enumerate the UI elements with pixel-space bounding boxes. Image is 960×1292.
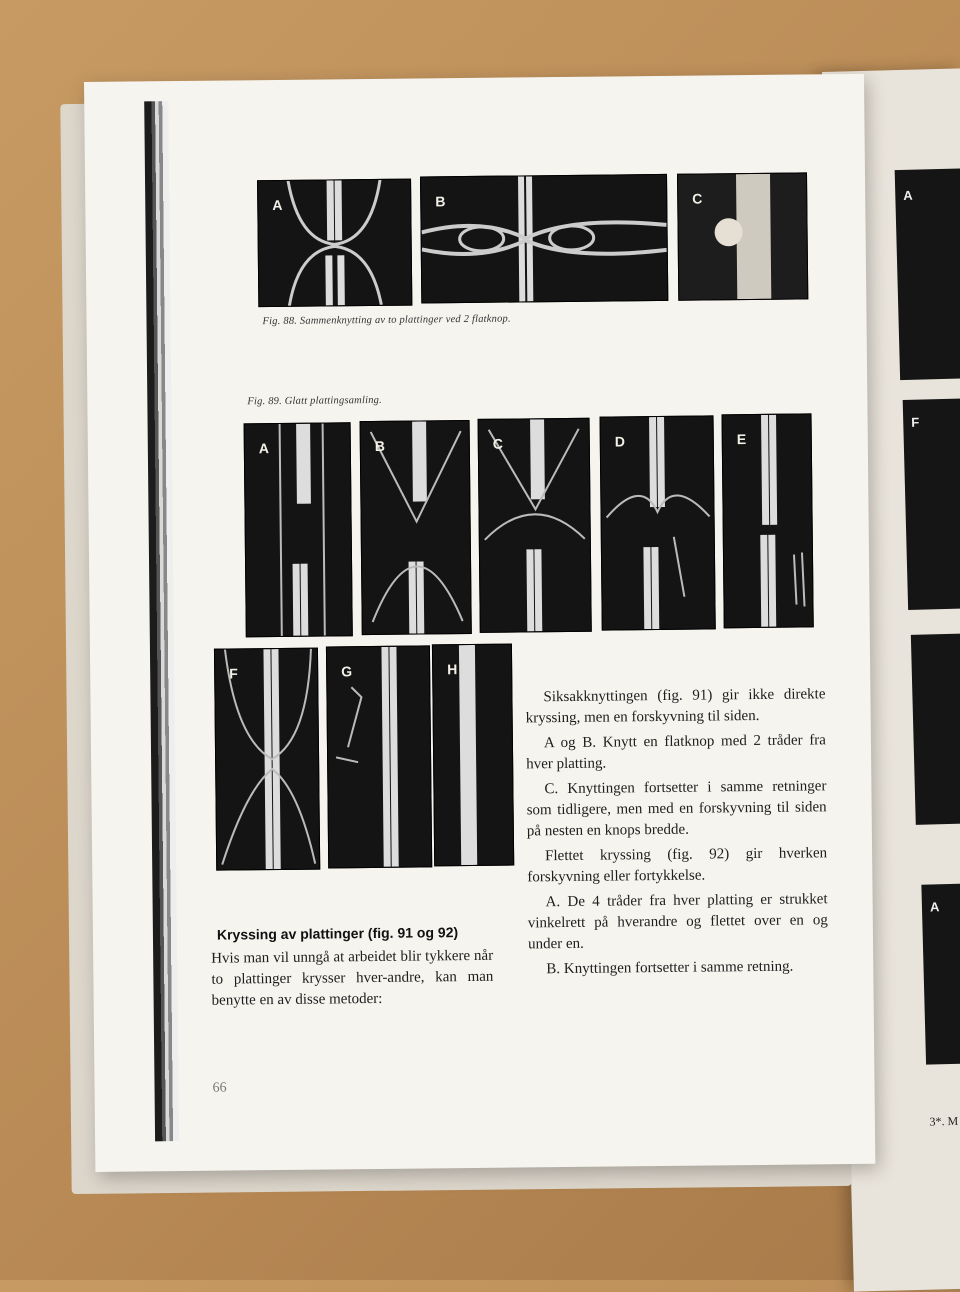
fig89-photo-b xyxy=(360,420,472,635)
right-page-photo-4 xyxy=(921,883,960,1065)
right-page-letter-1: A xyxy=(903,187,913,203)
paragraph-1: Siksakknyttingen (fig. 91) gir ikke direkte kryssing, men en forskyvning til siden. xyxy=(525,686,826,727)
paragraph-5: A. De 4 tråder fra hver platting er strukket vinkelrett på hverandre og flettet over en og under en. xyxy=(527,891,828,953)
fig89-photo-h xyxy=(432,644,514,867)
fig89-letter-c: C xyxy=(492,435,504,452)
fig88-letter-c: C xyxy=(692,190,703,207)
fig89-letter-d: D xyxy=(614,433,626,450)
fig88-photo-b xyxy=(420,174,668,304)
paragraph-2: A og B. Knytt en flatknop med 2 tråder fra hver platting. xyxy=(526,732,827,773)
fig88-letter-b: B xyxy=(435,193,446,210)
page-gutter xyxy=(144,101,179,1141)
right-column-text xyxy=(525,684,828,984)
fig88-caption: Fig. 88. Sammenknytting av to plattinger ved 2 flatknop. xyxy=(262,313,511,328)
paragraph-6: B. Knyttingen fortsetter i samme retning. xyxy=(546,958,794,978)
fig89-photo-f xyxy=(214,648,320,871)
rope-knot-image xyxy=(433,645,513,866)
right-page-footer: 3*. M xyxy=(929,1113,959,1129)
right-page-letter-3: A xyxy=(929,899,940,915)
right-page-letter-2: F xyxy=(911,414,920,430)
fig89-letter-f: F xyxy=(229,665,238,682)
fig89-letter-b: B xyxy=(374,437,386,454)
page-number: 66 xyxy=(212,1080,227,1096)
fig89-letter-a: A xyxy=(258,440,270,457)
fig89-photo-g xyxy=(326,645,432,868)
section-heading: Kryssing av plattinger (fig. 91 og 92) xyxy=(216,924,459,943)
paragraph-4: Flettet kryssing (fig. 92) gir hverken forskyvning eller fortykkelse. xyxy=(527,845,828,886)
fig88-photo-c xyxy=(677,172,808,300)
fig89-letter-e: E xyxy=(736,431,747,448)
left-column-text xyxy=(211,946,494,1016)
rope-knot-image xyxy=(327,646,431,867)
fig89-photo-c xyxy=(478,418,592,633)
paragraph-3: C. Knyttingen fortsetter i samme retninger som tidligere, men med en forskyvning til siden på nesten en knops bredde. xyxy=(526,778,827,840)
right-page-photo-3 xyxy=(911,633,960,825)
fig89-photo-d xyxy=(600,415,716,630)
fig89-photo-e xyxy=(722,413,814,628)
fig89-photo-a xyxy=(244,422,353,637)
fig89-letter-g: G xyxy=(341,663,353,680)
fig88-photo-a xyxy=(257,179,412,308)
right-page-photo-2 xyxy=(903,398,960,610)
fig89-letter-h: H xyxy=(447,661,458,678)
rope-knot-image xyxy=(215,649,319,870)
fig88-letter-a: A xyxy=(272,196,283,214)
left-column-paragraph: Hvis man vil unngå at arbeidet blir tykkere når to plattinger krysser hver-andre, kan man benytte en av disse metoder: xyxy=(211,947,494,1009)
rope-knot-image xyxy=(421,175,667,303)
fig89-caption: Fig. 89. Glatt plattingsamling. xyxy=(247,394,382,408)
book-page xyxy=(84,74,875,1172)
